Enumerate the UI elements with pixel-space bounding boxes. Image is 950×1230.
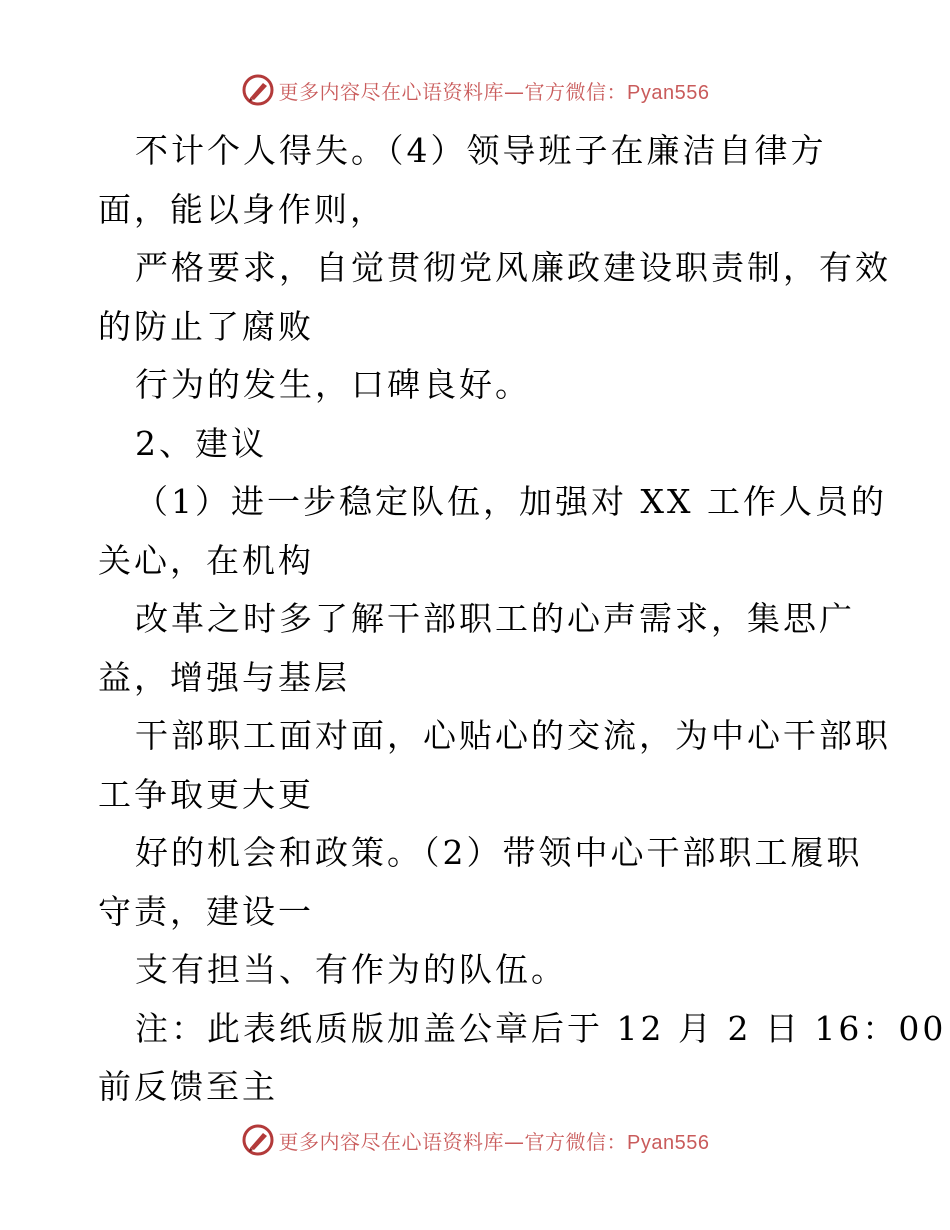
text-line: 工争取更大更 [98,774,314,814]
text-line: 支有担当、有作为的队伍。 [135,950,567,989]
text-line: 改革之时多了解干部职工的心声需求，集思广 [135,599,855,638]
header-wechat-id: Pyan556 [627,81,710,104]
text-line: 前反馈至主 [98,1067,278,1106]
footer-banner [0,1120,950,1160]
text-line: 益，增强与基层 [98,657,350,697]
footer-wechat-id: Pyan556 [627,1131,710,1154]
text-line: 好的机会和政策。（2）带领中心干部职工履职 [135,833,863,872]
document-body [98,122,947,1117]
footer-banner-text: 更多内容尽在心语资料库—官方微信：Pyan556 [278,1129,710,1154]
text-line: （1）进一步稳定队伍，加强对 XX 工作人员的 [135,482,887,521]
text-line: 面，能以身作则， [98,189,386,229]
pen-logo-icon [241,1123,275,1157]
text-line: 行为的发生，口碑良好。 [135,365,531,404]
header-banner [0,70,950,110]
pen-logo-icon [241,73,275,107]
note-line: 注：此表纸质版加盖公章后于 12 月 2 日 16：00 [135,1008,947,1048]
text-line: 的防止了腐败 [98,306,314,346]
text-line: 干部职工面对面，心贴心的交流，为中心干部职 [135,716,891,755]
text-line: 严格要求，自觉贯彻党风廉政建设职责制，有效 [135,248,891,287]
text-line: 关心，在机构 [98,540,314,580]
section-heading: 2、建议 [135,423,267,463]
header-banner-text: 更多内容尽在心语资料库—官方微信：Pyan556 [278,79,710,104]
text-line: 守责，建设一 [98,891,314,931]
text-line: 不计个人得失。（4）领导班子在廉洁自律方 [135,131,827,170]
